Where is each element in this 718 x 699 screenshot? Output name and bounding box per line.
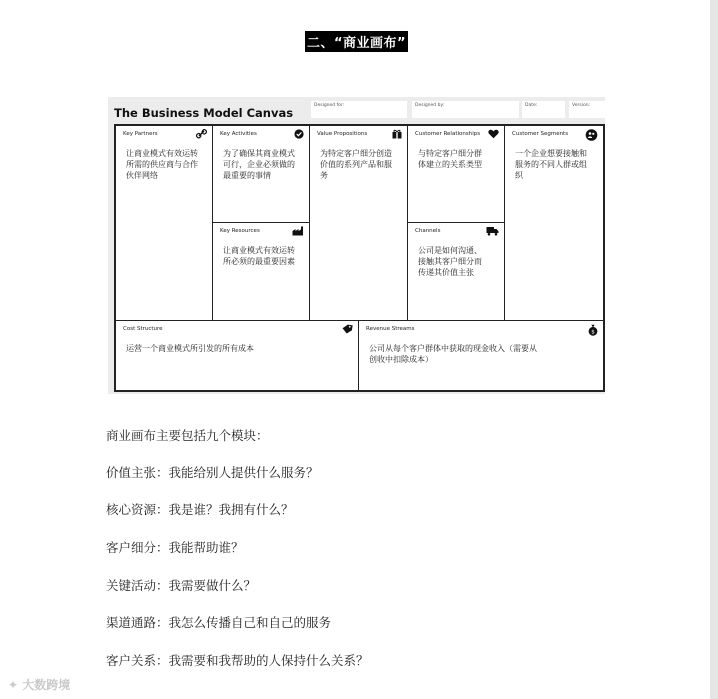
text-line: 关键活动：我需要做什么？ (106, 578, 257, 593)
cell-label: Value Propositions (317, 131, 368, 137)
cell-cost-structure (115, 320, 359, 391)
cell-key-activities (212, 125, 310, 223)
people-icon (585, 129, 598, 144)
cell-label: Customer Segments (512, 131, 569, 137)
factory-icon (292, 226, 304, 239)
watermark-logo-icon: ✦ (8, 678, 19, 692)
text-line: 客户关系：我需要和我帮助的人保持什么关系？ (106, 653, 369, 668)
cell-customer-relationships (407, 125, 505, 223)
canvas-title: The Business Model Canvas (114, 106, 294, 120)
truck-icon (486, 226, 499, 239)
cell-label: Cost Structure (123, 326, 163, 332)
moneybag-icon (588, 324, 598, 339)
section-heading: 二、“商业画布” (305, 31, 408, 52)
intro-line: 商业画布主要包括九个模块： (106, 428, 269, 443)
cell-text: 让商业模式有效运转所需的供应商与合作伙伴网络 (126, 149, 198, 180)
tag-icon (342, 324, 353, 337)
link-icon (196, 129, 207, 142)
watermark-text: 大数跨境 (22, 678, 71, 692)
business-model-canvas-image (108, 97, 605, 394)
cell-label: Customer Relationships (415, 131, 481, 137)
text-line: 核心资源：我是谁？我拥有什么？ (106, 502, 294, 517)
cell-key-partners (115, 125, 213, 321)
cell-text: 与特定客户细分群体建立的关系类型 (418, 149, 482, 169)
designed-by-field: Designed by: (412, 101, 519, 118)
canvas-grid (114, 124, 605, 392)
cell-label: Revenue Streams (366, 326, 415, 332)
cell-value-propositions (309, 125, 408, 321)
cell-text: 公司从每个客户群体中获取的现金收入（需要从创收中扣除成本） (369, 344, 537, 364)
cell-channels (407, 222, 505, 321)
cell-text: 为了确保其商业模式可行，企业必须做的最重要的事情 (223, 149, 295, 180)
cell-text: 让商业模式有效运转所必须的最重要因素 (223, 246, 295, 266)
cell-text: 一个企业想要接触和服务的不同人群或组织 (515, 149, 587, 180)
watermark (8, 676, 70, 693)
designed-for-field: Designed for: (311, 101, 407, 118)
cell-text: 运营一个商业模式所引发的所有成本 (126, 344, 254, 353)
heart-icon (488, 129, 499, 142)
check-icon (294, 129, 304, 142)
cell-text: 公司是如何沟通、接触其客户细分而传递其价值主张 (418, 246, 482, 277)
text-line: 价值主张：我能给别人提供什么服务？ (106, 465, 319, 480)
cell-key-resources (212, 222, 310, 321)
scrollbar[interactable] (710, 0, 718, 699)
cell-label: Key Resources (220, 228, 260, 234)
cell-label: Key Activities (220, 131, 257, 137)
text-line: 客户细分：我能帮助谁？ (106, 540, 244, 555)
cell-revenue-streams (358, 320, 604, 391)
cell-text: 为特定客户细分创造价值的系列产品和服务 (320, 149, 392, 180)
gift-icon (392, 129, 402, 142)
cell-label: Key Partners (123, 131, 158, 137)
date-field: Date: (522, 101, 565, 118)
cell-customer-segments (504, 125, 604, 321)
svg-text:$: $ (591, 329, 595, 336)
cell-label: Channels (415, 228, 441, 234)
text-line: 渠道通路：我怎么传播自己和自己的服务 (106, 615, 332, 630)
version-field: Version: (569, 101, 605, 118)
